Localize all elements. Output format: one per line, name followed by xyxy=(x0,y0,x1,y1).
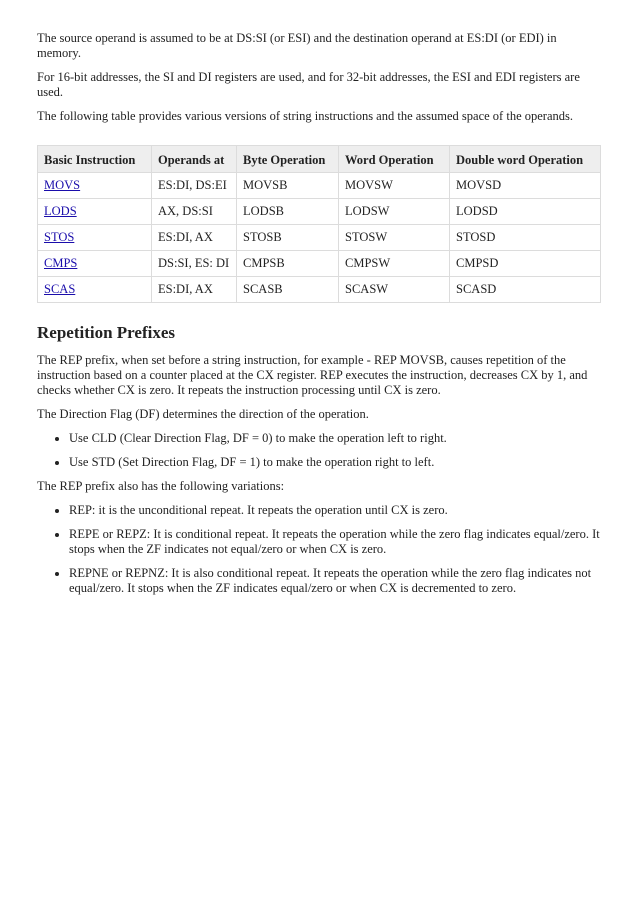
cell-dword-op: STOSD xyxy=(450,225,601,251)
cell-word-op: MOVSW xyxy=(339,173,450,199)
header-word-operation: Word Operation xyxy=(339,146,450,173)
rep-variations-list xyxy=(37,503,603,596)
instruction-link-movs[interactable]: MOVS xyxy=(44,178,81,192)
cell-operands: DS:SI, ES: DI xyxy=(152,251,237,277)
table-row xyxy=(38,277,601,303)
list-item: • Use CLD (Clear Direction Flag, DF = 0) to make the operation left to right. xyxy=(69,431,603,446)
table-row xyxy=(38,199,601,225)
instruction-link-cmps[interactable]: CMPS xyxy=(44,256,78,270)
intro-paragraph-3: The following table provides various versions of string instructions and the assumed space of the operands. xyxy=(37,109,573,123)
table-row xyxy=(38,173,601,199)
cell-byte-op: STOSB xyxy=(237,225,339,251)
cell-byte-op: CMPSB xyxy=(237,251,339,277)
cell-dword-op: CMPSD xyxy=(450,251,601,277)
cell-operands: ES:DI, AX xyxy=(152,277,237,303)
table-header-row xyxy=(38,146,601,173)
list-item: • REP: it is the unconditional repeat. It repeats the operation until CX is zero. xyxy=(69,503,603,518)
cell-instruction xyxy=(38,199,152,225)
cell-instruction xyxy=(38,225,152,251)
cell-word-op: STOSW xyxy=(339,225,450,251)
header-double-word-operation: Double word Operation xyxy=(450,146,601,173)
header-operands-at: Operands at xyxy=(152,146,237,173)
cell-byte-op: LODSB xyxy=(237,199,339,225)
cell-byte-op: MOVSB xyxy=(237,173,339,199)
cell-word-op: SCASW xyxy=(339,277,450,303)
cell-instruction xyxy=(38,251,152,277)
list-item: • REPE or REPZ: It is conditional repeat. It repeats the operation while the zero flag indicates equal/zero. It stops when the ZF indicates not equal/zero or when CX is zero. xyxy=(69,527,603,557)
cell-word-op: LODSW xyxy=(339,199,450,225)
list-item: • REPNE or REPNZ: It is also conditional repeat. It repeats the operation while the zero flag indicates not equal/zero. It stops when the ZF indicates equal/zero or when CX is decremented to zero. xyxy=(69,566,603,596)
instruction-link-lods[interactable]: LODS xyxy=(44,204,77,218)
cell-instruction xyxy=(38,173,152,199)
header-byte-operation: Byte Operation xyxy=(237,146,339,173)
cell-operands: ES:DI, AX xyxy=(152,225,237,251)
cell-operands: AX, DS:SI xyxy=(152,199,237,225)
header-basic-instruction: Basic Instruction xyxy=(38,146,152,173)
cell-dword-op: SCASD xyxy=(450,277,601,303)
page-content xyxy=(37,31,603,605)
intro-paragraph-2: For 16-bit addresses, the SI and DI registers are used, and for 32-bit addresses, the ESI and EDI registers are used. xyxy=(37,70,580,99)
list-item: • Use STD (Set Direction Flag, DF = 1) to make the operation right to left. xyxy=(69,455,603,470)
direction-flag-paragraph: The Direction Flag (DF) determines the direction of the operation. xyxy=(37,407,369,421)
rep-prefix-paragraph: The REP prefix, when set before a string instruction, for example - REP MOVSB, causes repetition of the instruction based on a counter placed at the CX register. REP executes the instruction, decreases CX by 1, and checks whether CX is zero. It repeats the instruction processing until CX is zero. xyxy=(37,353,588,397)
cell-dword-op: LODSD xyxy=(450,199,601,225)
intro-paragraph-1: The source operand is assumed to be at DS:SI (or ESI) and the destination operand at ES:DI (or EDI) in memory. xyxy=(37,31,557,60)
section-heading-repetition-prefixes: Repetition Prefixes xyxy=(37,323,176,342)
string-instructions-table xyxy=(37,145,601,303)
cell-byte-op: SCASB xyxy=(237,277,339,303)
instruction-link-stos[interactable]: STOS xyxy=(44,230,75,244)
cell-word-op: CMPSW xyxy=(339,251,450,277)
cell-instruction xyxy=(38,277,152,303)
cell-operands: ES:DI, DS:EI xyxy=(152,173,237,199)
cell-dword-op: MOVSD xyxy=(450,173,601,199)
instruction-link-scas[interactable]: SCAS xyxy=(44,282,76,296)
rep-variations-paragraph: The REP prefix also has the following variations: xyxy=(37,479,285,493)
table-row xyxy=(38,251,601,277)
table-row xyxy=(38,225,601,251)
direction-flag-list xyxy=(37,431,603,470)
